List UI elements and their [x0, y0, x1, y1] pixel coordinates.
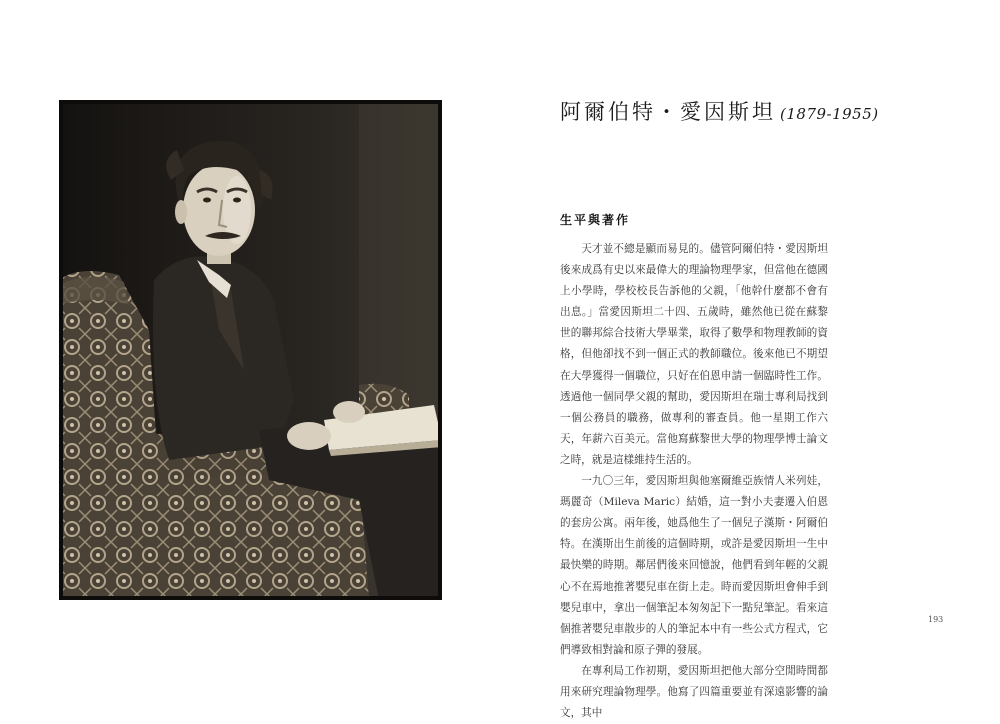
page-heading — [560, 96, 879, 126]
body-text — [560, 239, 828, 724]
portrait-illustration — [59, 100, 442, 600]
portrait-photo — [59, 100, 442, 600]
section-title: 生平與著作 — [560, 213, 631, 227]
heading-name: 阿爾伯特・愛因斯坦 — [560, 100, 776, 124]
page-number: 193 — [928, 615, 944, 624]
paragraph: 天才並不總是顯而易見的。儘管阿爾伯特・愛因斯坦後來成爲有史以來最偉大的理論物理學家，但當他在德國上小學時，學校校長告訴他的父親，「他幹什麼都不會有出息。」當愛因斯坦二十四、五歲時，雖然他已從在蘇黎世的聯邦綜合技術大學畢業，取得了數學和物理教師的資格，但他卻找不到一個正式的教師職位。後來他已不期望在大學獲得一個職位，只好在伯恩申請一個臨時性工作。透過他一個同學父親的幫助，愛因斯坦在瑞士專利局找到一個公務員的職務，做專利的審查員。他一星期工作六天，年薪六百美元。當他寫蘇黎世大學的物理學博士論文之時，就是這樣維持生活的。 — [560, 243, 828, 466]
paragraph: 一九〇三年，愛因斯坦與他塞爾維亞族情人米列娃，瑪麗奇（Mileva Maric）結婚，這一對小夫妻遷入伯恩的套房公寓。兩年後，她爲他生了一個兒子漢斯・阿爾伯特。在漢斯出生前後的這個時期，或許是愛因斯坦一生中最快樂的時期。鄰居們後來回憶說，他們看到年輕的父親心不在焉地推著嬰兒車在街上走。時而愛因斯坦會伸手到嬰兒車中，拿出一個筆記本匆匆記下一點兒筆記。看來這個推著嬰兒車散步的人的筆記本中有一些公式方程式，它們導致相對論和原子彈的發展。 — [560, 475, 828, 656]
paragraph: 在專利局工作初期，愛因斯坦把他大部分空閒時間都用來研究理論物理學。他寫了四篇重要並有深遠影響的論文，其中 — [560, 664, 828, 720]
heading-years: (1879-1955) — [780, 105, 879, 123]
